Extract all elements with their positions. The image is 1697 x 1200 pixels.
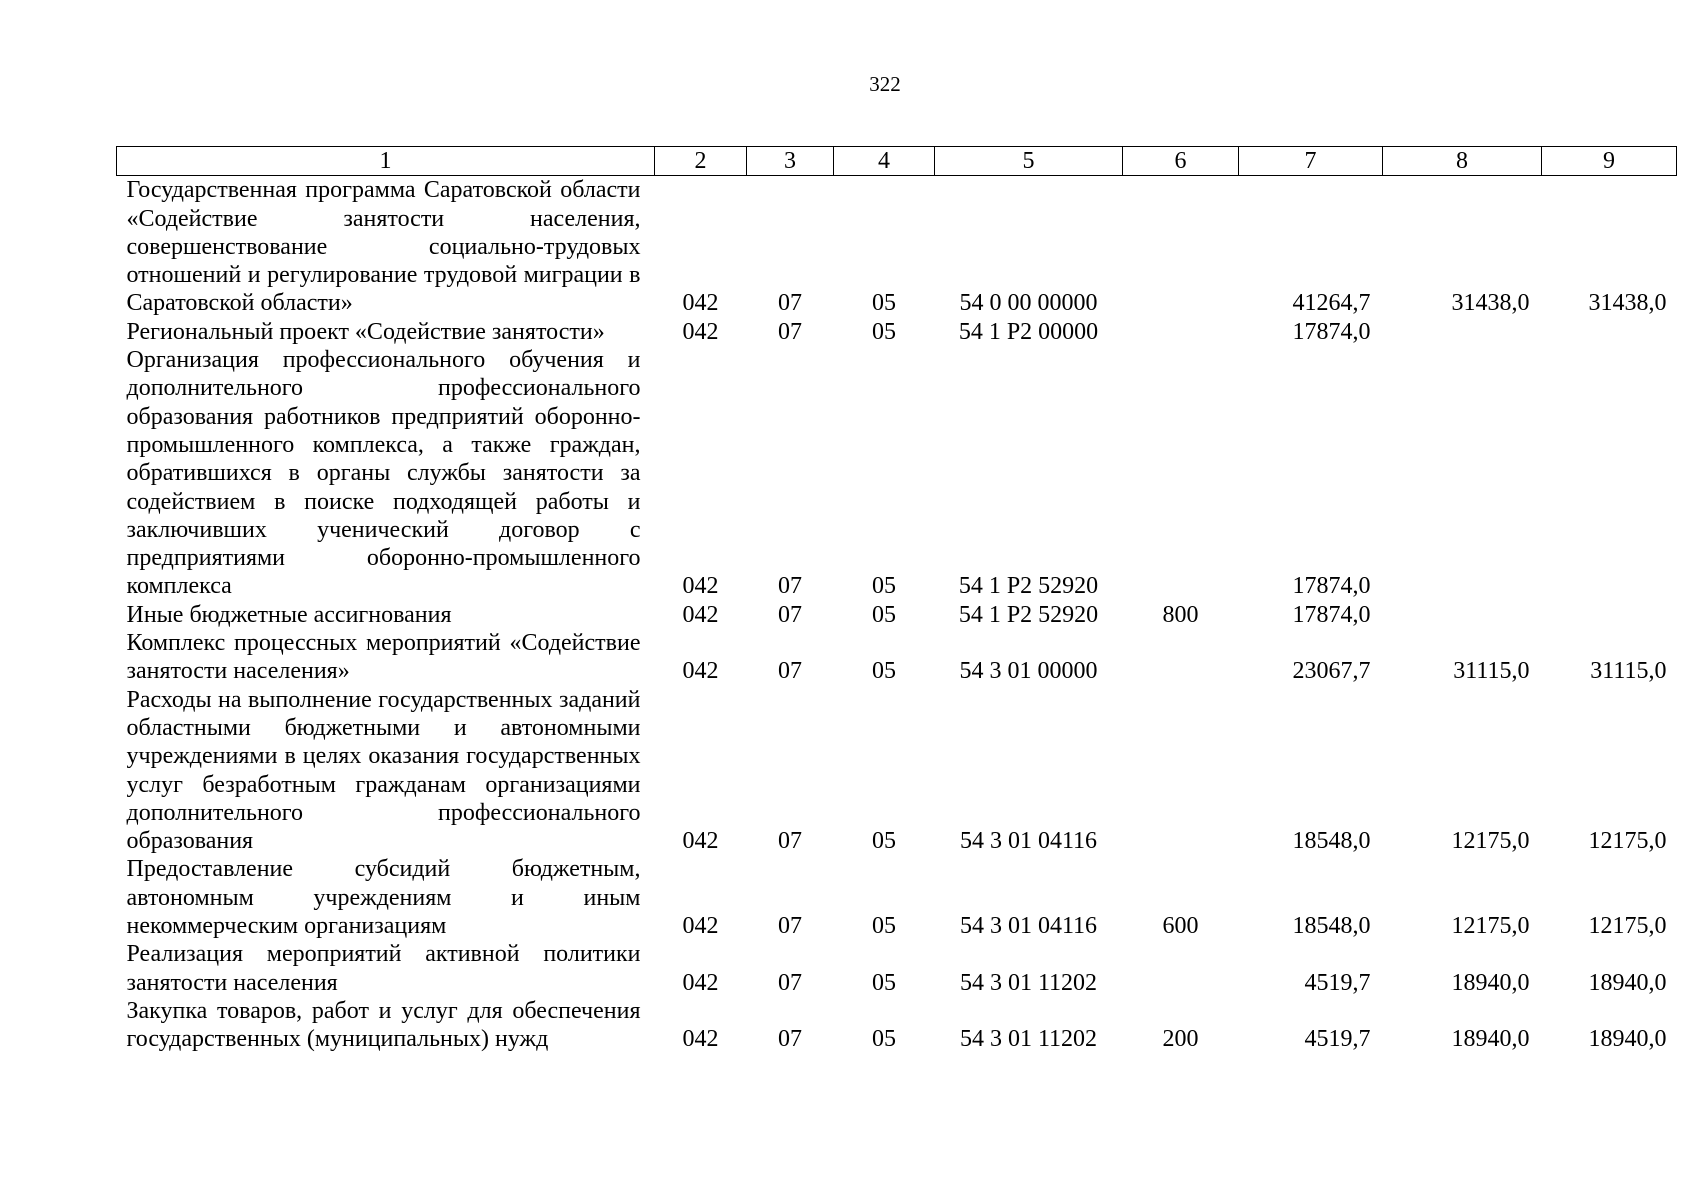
cell-col8: 12175,0	[1451, 828, 1530, 855]
cell-col4: 05	[872, 658, 896, 685]
cell-col4: 05	[872, 913, 896, 940]
cell-col4: 05	[872, 573, 896, 600]
row-name: Предоставление субсидий бюджетным, автономным учреждениям и иным некоммерческим организациям	[126, 856, 641, 940]
cell-col9	[1542, 346, 1677, 601]
col-header-5: 5	[935, 147, 1123, 176]
row-name: Закупка товаров, работ и услуг для обеспечения государственных (муниципальных) нужд	[126, 997, 641, 1053]
cell-col2: 042	[682, 318, 719, 345]
cell-col8: 31438,0	[1451, 290, 1530, 317]
cell-col7: 17874,0	[1292, 601, 1371, 628]
cell-col5: 54 3 01 04116	[959, 913, 1098, 940]
cell-col4: 05	[872, 601, 896, 628]
cell-col5: 54 1 P2 52920	[958, 601, 1099, 628]
cell-col7: 18548,0	[1292, 828, 1371, 855]
table-row	[117, 855, 1677, 940]
cell-col2: 042	[682, 828, 719, 855]
cell-col5: 54 3 01 11202	[959, 969, 1098, 996]
cell-col3: 07	[778, 1026, 802, 1053]
cell-col9: 18940,0	[1588, 969, 1667, 996]
cell-col5: 54 1 P2 00000	[958, 318, 1099, 345]
page-number: 322	[869, 72, 901, 96]
cell-col8: 31115,0	[1453, 658, 1530, 685]
cell-col7: 17874,0	[1292, 573, 1371, 600]
cell-col7: 23067,7	[1292, 658, 1371, 685]
cell-col3: 07	[778, 913, 802, 940]
cell-col6	[1123, 318, 1239, 346]
cell-col6	[1123, 629, 1239, 686]
cell-col6	[1123, 940, 1239, 997]
col-header-4: 4	[834, 147, 935, 176]
table-row	[117, 686, 1677, 856]
cell-col6: 200	[1162, 1026, 1199, 1053]
cell-col9: 31438,0	[1588, 290, 1667, 317]
row-name: Реализация мероприятий активной политики занятости населения	[126, 941, 641, 996]
cell-col5: 54 3 01 11202	[959, 1026, 1098, 1053]
cell-col5: 54 3 01 04116	[959, 828, 1098, 855]
cell-col8	[1383, 318, 1542, 346]
cell-col9: 12175,0	[1588, 913, 1667, 940]
budget-table	[116, 146, 1677, 1054]
cell-col9: 31115,0	[1590, 658, 1667, 685]
cell-col6	[1123, 176, 1239, 318]
cell-col5: 54 1 P2 52920	[958, 573, 1099, 600]
cell-col2: 042	[682, 913, 719, 940]
cell-col9	[1542, 601, 1677, 629]
table-row	[117, 318, 1677, 346]
col-header-2: 2	[655, 147, 747, 176]
cell-col5: 54 0 00 00000	[959, 290, 1098, 317]
header-row	[117, 147, 1677, 176]
row-name: Региональный проект «Содействие занятости»	[126, 318, 605, 345]
cell-col5: 54 3 01 00000	[959, 658, 1098, 685]
row-name: Организация профессионального обучения и дополнительного профессионального образования работников предприятий оборонно-промышленного комплекса, а также граждан, обратившихся в органы службы занятости за содействием в поиске подходящей работы и заключивших ученический договор с предприятиями оборонно-промышленного комплекса	[126, 347, 641, 600]
col-header-6: 6	[1123, 147, 1239, 176]
table-row	[117, 176, 1677, 318]
col-header-8: 8	[1383, 147, 1542, 176]
cell-col8	[1383, 601, 1542, 629]
cell-col2: 042	[682, 601, 719, 628]
cell-col4: 05	[872, 318, 896, 345]
cell-col4: 05	[872, 290, 896, 317]
table-row	[117, 346, 1677, 601]
cell-col8: 18940,0	[1451, 1026, 1530, 1053]
cell-col8: 18940,0	[1451, 969, 1530, 996]
cell-col3: 07	[778, 290, 802, 317]
cell-col8: 12175,0	[1451, 913, 1530, 940]
cell-col6	[1123, 346, 1239, 601]
cell-col2: 042	[682, 658, 719, 685]
cell-col6: 600	[1162, 913, 1199, 940]
cell-col6	[1123, 686, 1239, 856]
table-row	[117, 601, 1677, 629]
table-row	[117, 940, 1677, 997]
cell-col7: 17874,0	[1292, 318, 1371, 345]
cell-col3: 07	[778, 658, 802, 685]
cell-col3: 07	[778, 573, 802, 600]
cell-col2: 042	[682, 573, 719, 600]
col-header-3: 3	[747, 147, 834, 176]
col-header-1: 1	[117, 147, 655, 176]
cell-col8	[1383, 346, 1542, 601]
cell-col9	[1542, 318, 1677, 346]
cell-col7: 4519,7	[1304, 1026, 1371, 1053]
cell-col4: 05	[872, 828, 896, 855]
cell-col4: 05	[872, 969, 896, 996]
cell-col9: 18940,0	[1588, 1026, 1667, 1053]
cell-col2: 042	[682, 1026, 719, 1053]
cell-col7: 41264,7	[1292, 290, 1371, 317]
row-name: Государственная программа Саратовской области «Содействие занятости населения, совершенствование социально-трудовых отношений и регулирование трудовой миграции в Саратовской области»	[126, 177, 641, 317]
cell-col3: 07	[778, 828, 802, 855]
col-header-9: 9	[1542, 147, 1677, 176]
cell-col7: 18548,0	[1292, 913, 1371, 940]
cell-col6: 800	[1162, 601, 1199, 628]
cell-col9: 12175,0	[1588, 828, 1667, 855]
cell-col2: 042	[682, 969, 719, 996]
row-name: Расходы на выполнение государственных заданий областными бюджетными и автономными учреждениями в целях оказания государственных услуг безработным гражданам организациями дополнительного профессионального образования	[126, 686, 641, 855]
col-header-7: 7	[1239, 147, 1383, 176]
cell-col4: 05	[872, 1026, 896, 1053]
cell-col2: 042	[682, 290, 719, 317]
table-row	[117, 629, 1677, 686]
cell-col3: 07	[778, 318, 802, 345]
cell-col7: 4519,7	[1304, 969, 1371, 996]
table-row	[117, 997, 1677, 1054]
row-name: Комплекс процессных мероприятий «Содействие занятости населения»	[126, 630, 641, 685]
row-name: Иные бюджетные ассигнования	[126, 601, 452, 628]
cell-col3: 07	[778, 601, 802, 628]
cell-col3: 07	[778, 969, 802, 996]
